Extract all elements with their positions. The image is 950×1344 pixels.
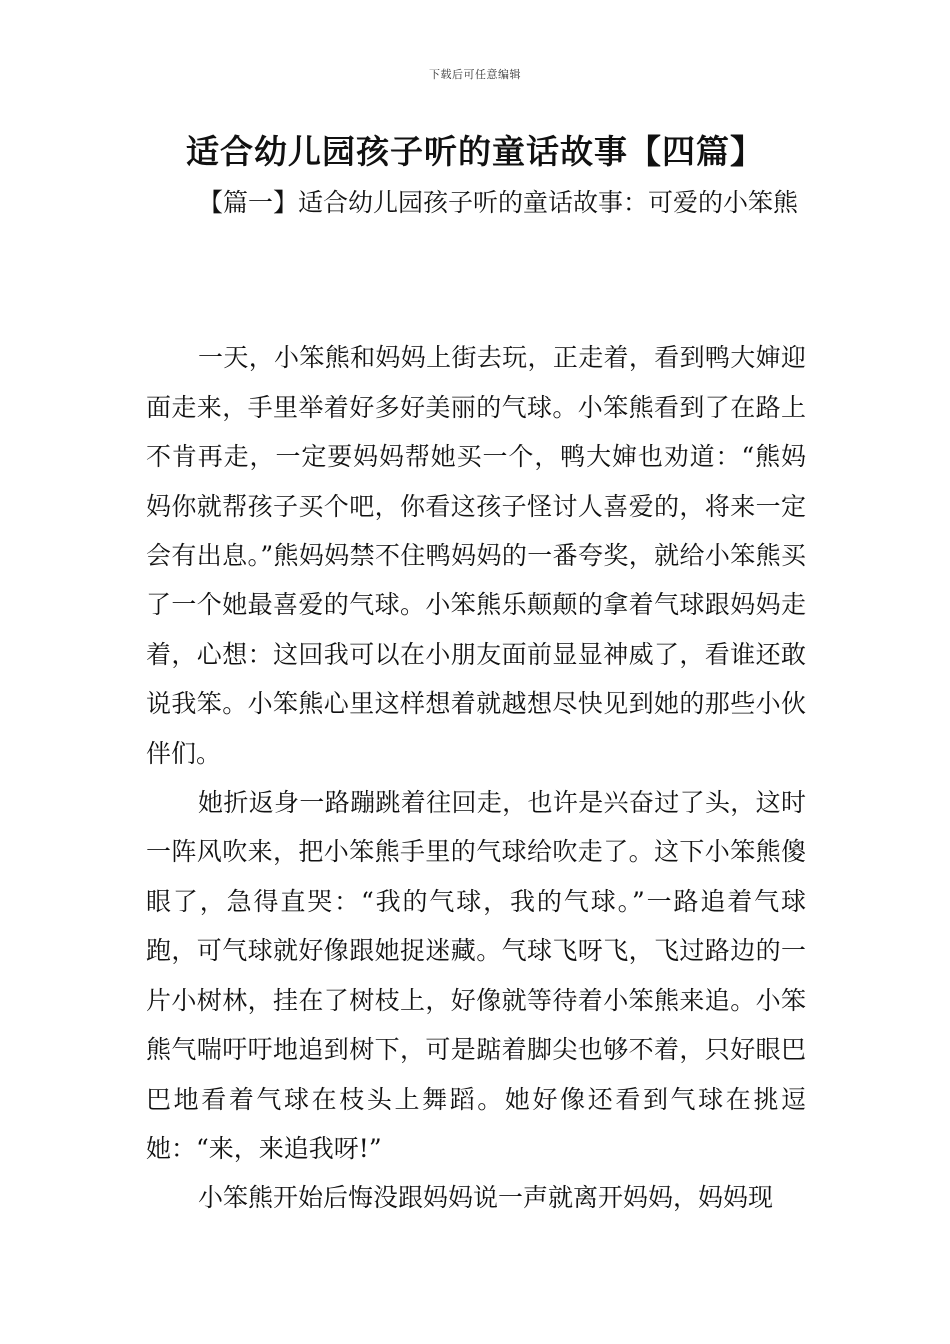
blank-space bbox=[146, 227, 806, 333]
paragraph: 小笨熊开始后悔没跟妈妈说一声就离开妈妈，妈妈现 bbox=[198, 1183, 774, 1213]
header-note: 下载后可任意编辑 bbox=[429, 68, 521, 81]
paragraph: 一天，小笨熊和妈妈上街去玩，正走着，看到鸭大婶迎面走来，手里举着好多好美丽的气球。小笨熊看到了在路上不肯再走，一定要妈妈帮她买一个，鸭大婶也劝道：“熊妈妈你就帮孩子买个吧，你看这孩子怪讨人喜爱的，将来一定会有出息。”熊妈妈禁不住鸭妈妈的一番夸奖，就给小笨熊买了一个她最喜爱的气球。小笨熊乐颠颠的拿着气球跟妈妈走着，心想：这回我可以在小朋友面前显显神威了，看谁还敢说我笨。小笨熊心里这样想着就越想尽快见到她的那些小伙伴们。 bbox=[146, 343, 806, 768]
document-body bbox=[146, 178, 806, 1223]
paragraph: 她折返身一路蹦跳着往回走，也许是兴奋过了头，这时一阵风吹来，把小笨熊手里的气球给吹走了。这下小笨熊傻眼了，急得直哭：“我的气球，我的气球。”一路追着气球跑，可气球就好像跟她捉迷藏。气球飞呀飞，飞过路边的一片小树林，挂在了树枝上，好像就等待着小笨熊来追。小笨熊气喘吁吁地追到树下，可是踮着脚尖也够不着，只好眼巴巴地看着气球在枝头上舞蹈。她好像还看到气球在挑逗她：“来，来追我呀!” bbox=[146, 788, 806, 1163]
document-title: 适合幼儿园孩子听的童话故事【四篇】 bbox=[186, 132, 764, 171]
section-heading: 【篇一】适合幼儿园孩子听的童话故事：可爱的小笨熊 bbox=[198, 188, 799, 217]
